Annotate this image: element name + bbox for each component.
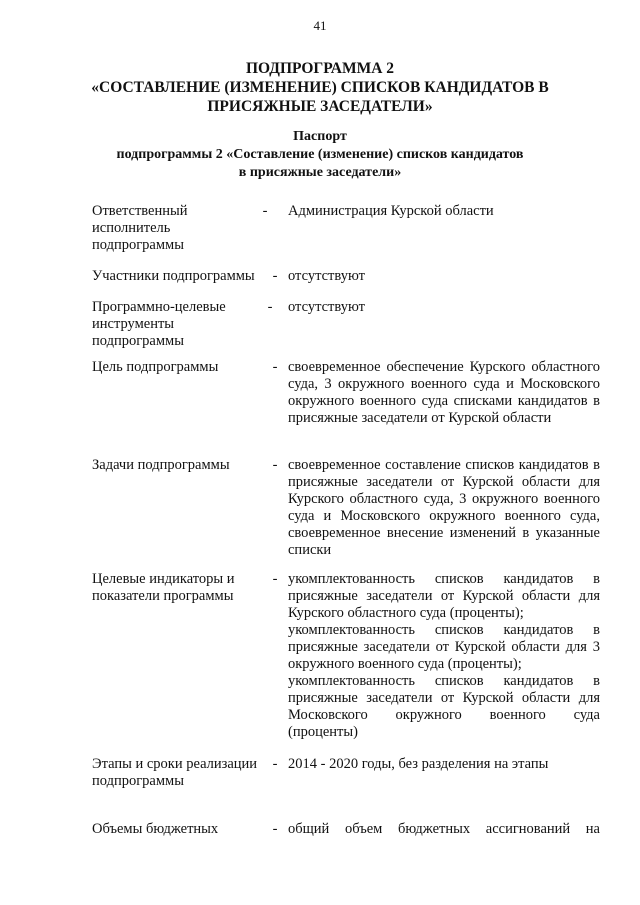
passport-line-1: Паспорт: [293, 129, 347, 144]
row-value: [288, 203, 600, 268]
passport-line-2: подпрограммы 2 «Составление (изменение) списков кандидатов: [116, 147, 524, 162]
row-value: [288, 299, 600, 359]
row-dash: -: [272, 268, 278, 284]
row-dash: -: [272, 359, 278, 375]
row-value-text: отсутствуют: [288, 268, 365, 284]
passport-row: [92, 299, 600, 359]
row-value-text: своевременное составление списков кандидатов в присяжные заседатели от Курской области для Курского областного суда, 3 окружного военного суда и Московского окружного военного суда, своевременное внесение изменений в указанные списки: [288, 457, 600, 558]
page-number: 41: [313, 18, 327, 33]
row-value-text: общий объем бюджетных ассигнований на: [288, 821, 600, 837]
row-label: Объемы бюджетных: [92, 821, 219, 837]
row-value: [288, 359, 600, 457]
row-label: Задачи подпрограммы: [92, 457, 230, 473]
row-value-text: Администрация Курской области: [288, 203, 494, 219]
row-label: Цель подпрограммы: [92, 359, 219, 375]
row-value: [288, 756, 600, 821]
passport-row: [92, 359, 600, 457]
row-value-text: отсутствуют: [288, 299, 365, 315]
row-dash: -: [272, 756, 278, 772]
row-value-text: своевременное обеспечение Курского областного суда, 3 окружного военного суда и Московского окружного военного суда списками кандидатов в присяжные заседатели от Курской области: [288, 359, 600, 426]
heading-line-1: ПОДПРОГРАММА 2: [245, 60, 395, 77]
row-value-text: укомплектованность списков кандидатов в присяжные заседатели от Курской области для Московского окружного военного суда (проценты): [288, 673, 600, 740]
passport-title: [60, 128, 580, 182]
row-value-text: укомплектованность списков кандидатов в присяжные заседатели от Курской области для Курского областного суда (проценты);: [288, 571, 600, 621]
row-value: [288, 821, 600, 843]
passport-row: [92, 756, 600, 821]
passport-row: [92, 457, 600, 571]
row-label: Программно-целевые инструменты подпрограммы: [92, 299, 226, 349]
row-dash: -: [272, 821, 278, 837]
row-value-text: 2014 - 2020 годы, без разделения на этапы: [288, 756, 549, 772]
passport-table: [92, 203, 600, 843]
row-label: Этапы и сроки реализации подпрограммы: [92, 756, 258, 789]
row-label: Целевые индикаторы и показатели программы: [92, 571, 235, 604]
row-dash: -: [272, 571, 278, 587]
passport-row: [92, 571, 600, 756]
row-label: Ответственный исполнитель подпрограммы: [92, 203, 188, 253]
row-value: [288, 268, 600, 299]
row-dash: -: [272, 457, 278, 473]
passport-row: [92, 268, 600, 299]
row-value-text: укомплектованность списков кандидатов в присяжные заседатели от Курской области для 3 окружного военного суда (проценты);: [288, 622, 600, 672]
heading-line-2: «СОСТАВЛЕНИЕ (ИЗМЕНЕНИЕ) СПИСКОВ КАНДИДАТОВ В: [91, 79, 549, 96]
row-dash: -: [262, 203, 268, 219]
heading-line-3: ПРИСЯЖНЫЕ ЗАСЕДАТЕЛИ»: [207, 98, 433, 115]
passport-row: [92, 821, 600, 843]
row-value: [288, 457, 600, 571]
row-dash: -: [267, 299, 273, 315]
row-label: Участники подпрограммы: [92, 268, 255, 284]
subprogram-heading: [60, 59, 580, 116]
passport-row: [92, 203, 600, 268]
passport-line-3: в присяжные заседатели»: [238, 165, 402, 180]
row-value: [288, 571, 600, 756]
